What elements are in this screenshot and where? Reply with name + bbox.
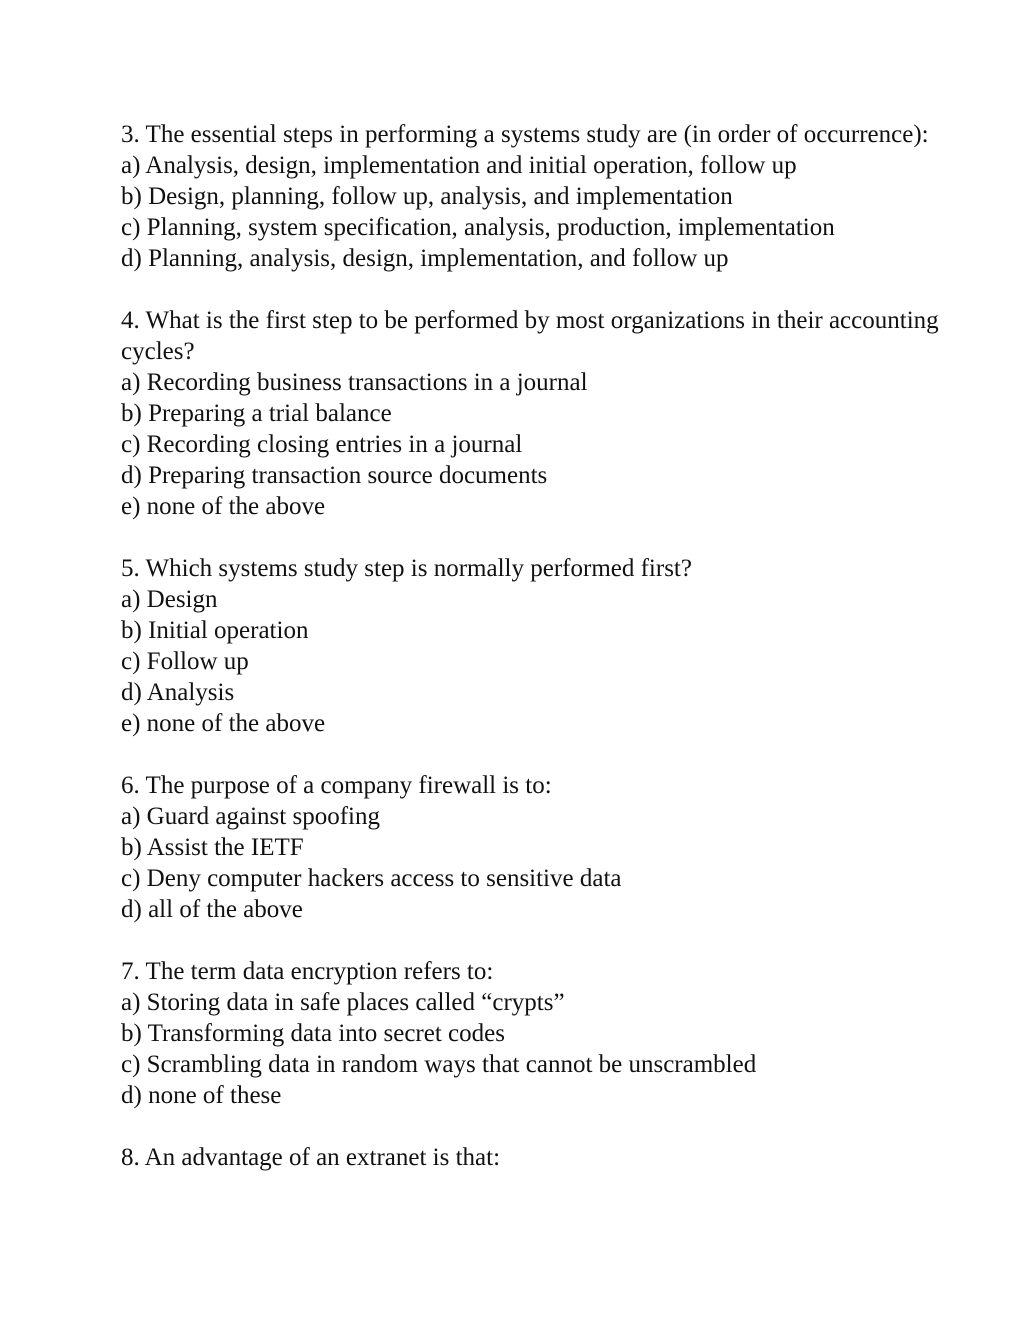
- question-list: [121, 119, 1001, 1173]
- option-a: a) Recording business transactions in a journal: [121, 369, 588, 396]
- question-4: [121, 305, 1001, 522]
- option-d: d) all of the above: [121, 896, 303, 923]
- option-b: b) Transforming data into secret codes: [121, 1020, 505, 1047]
- question-8: [121, 1142, 1001, 1173]
- question-5: [121, 553, 1001, 739]
- option-d: d) Analysis: [121, 679, 235, 706]
- option-c: c) Planning, system specification, analysis, production, implementation: [121, 214, 835, 241]
- option-d: d) none of these: [121, 1082, 282, 1109]
- option-d: d) Planning, analysis, design, implementation, and follow up: [121, 245, 729, 272]
- question-3: [121, 119, 1001, 274]
- option-b: b) Initial operation: [121, 617, 309, 644]
- option-b: b) Preparing a trial balance: [121, 400, 392, 427]
- option-c: c) Recording closing entries in a journal: [121, 431, 523, 458]
- question-text: 3. The essential steps in performing a systems study are (in order of occurrence):: [121, 121, 929, 148]
- option-a: a) Storing data in safe places called “crypts”: [121, 989, 565, 1016]
- option-b: b) Assist the IETF: [121, 834, 304, 861]
- option-e: e) none of the above: [121, 710, 326, 737]
- question-text: 4. What is the first step to be performed by most organizations in their accounting cycles?: [121, 307, 939, 365]
- question-text: 8. An advantage of an extranet is that:: [121, 1144, 501, 1171]
- question-text: 5. Which systems study step is normally performed first?: [121, 555, 692, 582]
- question-7: [121, 956, 1001, 1111]
- option-b: b) Design, planning, follow up, analysis, and implementation: [121, 183, 733, 210]
- option-a: a) Design: [121, 586, 218, 613]
- option-a: a) Analysis, design, implementation and initial operation, follow up: [121, 152, 797, 179]
- option-e: e) none of the above: [121, 493, 326, 520]
- option-d: d) Preparing transaction source documents: [121, 462, 548, 489]
- option-c: c) Scrambling data in random ways that cannot be unscrambled: [121, 1051, 757, 1078]
- question-6: [121, 770, 1001, 925]
- option-c: c) Deny computer hackers access to sensitive data: [121, 865, 622, 892]
- question-text: 7. The term data encryption refers to:: [121, 958, 494, 985]
- option-a: a) Guard against spoofing: [121, 803, 380, 830]
- option-c: c) Follow up: [121, 648, 249, 675]
- question-text: 6. The purpose of a company firewall is to:: [121, 772, 552, 799]
